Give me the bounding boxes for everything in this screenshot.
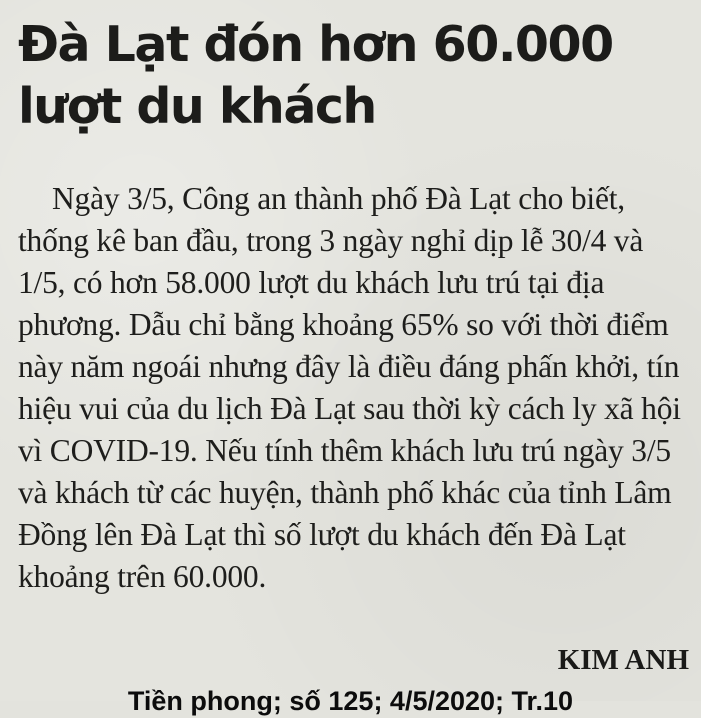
article-headline: Đà Lạt đón hơn 60.000 lượt du khách — [18, 16, 613, 135]
article-source-citation: Tiền phong; số 125; 4/5/2020; Tr.10 — [127, 686, 574, 716]
article-byline: KIM ANH — [557, 644, 689, 676]
article-body: Ngày 3/5, Công an thành phố Đà Lạt cho biết, thống kê ban đầu, trong 3 ngày nghỉ dịp lễ 30/4 và 1/5, có hơn 58.000 lượt du khách lưu trú tại địa phương. Dẫu chỉ bằng khoảng 65% so với thời điểm này năm ngoái nhưng đây là điều đáng phấn khởi, tín hiệu vui của du lịch Đà Lạt sau thời kỳ cách ly xã hội vì COVID-19. Nếu tính thêm khách lưu trú ngày 3/5 và khách từ các huyện, thành phố khác của tỉnh Lâm Đồng lên Đà Lạt thì số lượt du khách đến Đà Lạt khoảng trên 60.000. — [18, 181, 681, 594]
